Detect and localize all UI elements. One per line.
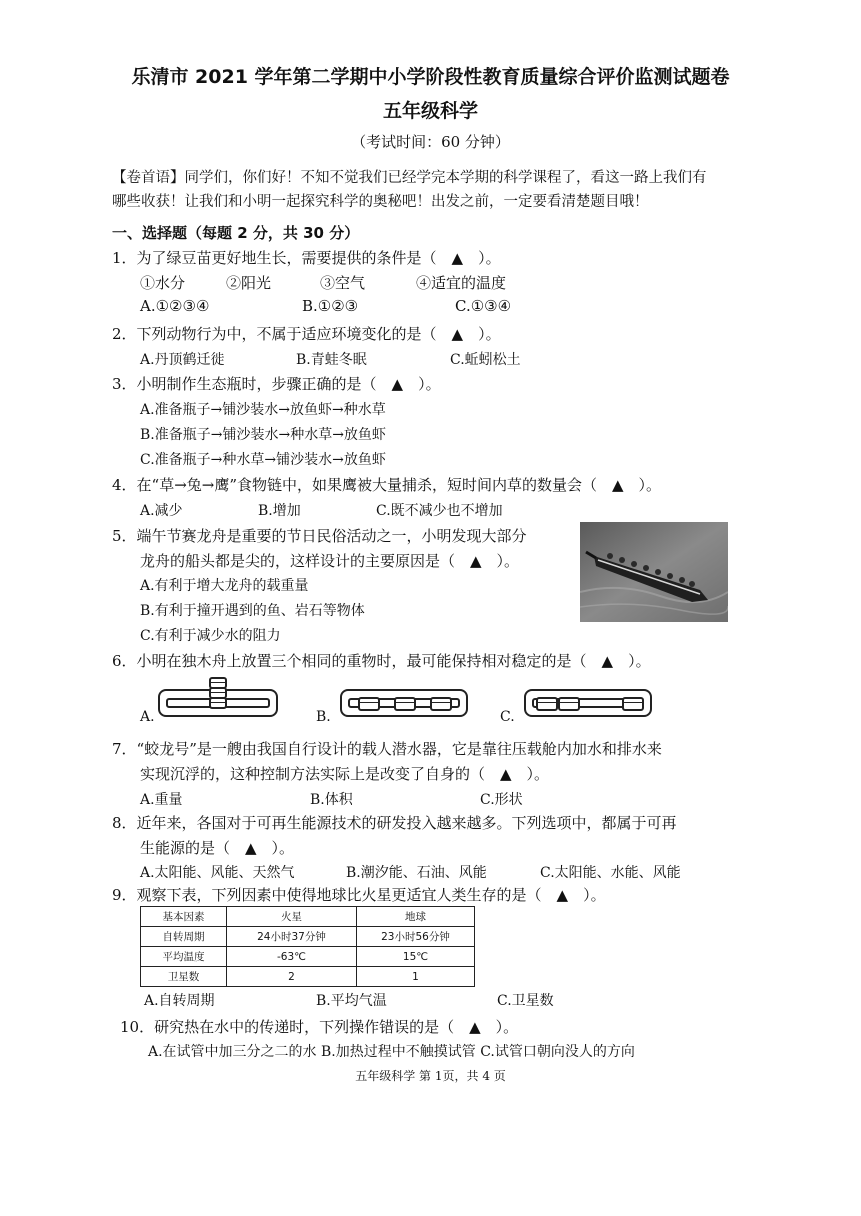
table-cell: 自转周期	[141, 927, 227, 947]
q7-option-b: B.体积	[310, 792, 353, 808]
question-5-stem-line-2: 龙舟的船头都是尖的，这样设计的主要原因是（ ▲ ）。	[140, 552, 520, 570]
table-header-cell: 火星	[227, 907, 357, 927]
q6-option-a-label: A.	[140, 709, 155, 725]
table-header-row	[141, 907, 475, 927]
q3-option-a: A.准备瓶子→铺沙装水→放鱼虾→种水草	[140, 402, 386, 418]
question-5-stem-line-1: 5．端午节赛龙舟是重要的节日民俗活动之一，小明发现大部分	[112, 527, 527, 545]
q8-option-b: B.潮汐能、石油、风能	[346, 865, 487, 881]
exam-time: （考试时间：60 分钟）	[351, 133, 510, 151]
question-7-stem-line-1: 7．“蛟龙号”是一艘由我国自行设计的载人潜水器，它是靠往压载舱内加水和排水来	[112, 740, 662, 758]
q9-option-a: A.自转周期	[144, 993, 215, 1009]
q8-option-c: C.太阳能、水能、风能	[540, 865, 681, 881]
q6-option-b-label: B.	[316, 709, 331, 725]
q2-option-c: C.蚯蚓松土	[450, 352, 521, 368]
question-6-stem: 6．小明在独木舟上放置三个相同的重物时，最可能保持相对稳定的是（ ▲ ）。	[112, 652, 651, 670]
q1-condition: ①水分	[140, 274, 186, 292]
question-8-stem-line-2: 生能源的是（ ▲ ）。	[140, 839, 295, 857]
q9-option-c: C.卫星数	[497, 993, 554, 1009]
q7-option-c: C.形状	[480, 792, 523, 808]
section-heading: 一、选择题（每题 2 分，共 30 分）	[112, 224, 360, 242]
q1-condition: ②阳光	[226, 274, 272, 292]
q4-option-c: C.既不减少也不增加	[376, 503, 503, 519]
question-3-stem: 3．小明制作生态瓶时，步骤正确的是（ ▲ ）。	[112, 375, 441, 393]
question-4-stem: 4．在“草→兔→鹰”食物链中，如果鹰被大量捕杀，短时间内草的数量会（ ▲ ）。	[112, 476, 662, 494]
q8-option-a: A.太阳能、风能、天然气	[140, 865, 295, 881]
question-10-stem: 10．研究热在水中的传递时，下列操作错误的是（ ▲ ）。	[120, 1018, 519, 1036]
table-row	[141, 927, 475, 947]
question-9-stem: 9．观察下表，下列因素中使得地球比火星更适宜人类生存的是（ ▲ ）。	[112, 886, 606, 904]
table-header-cell: 基本因素	[141, 907, 227, 927]
q1-option-b: B.①②③	[302, 297, 359, 315]
table-row	[141, 967, 475, 987]
table-cell: -63℃	[227, 947, 357, 967]
q5-option-c: C.有利于减少水的阻力	[140, 628, 281, 644]
q1-option-a: A.①②③④	[140, 297, 210, 315]
q10-options: A.在试管中加三分之二的水 B.加热过程中不触摸试管 C.试管口朝向没人的方向	[148, 1044, 635, 1060]
q7-option-a: A.重量	[140, 792, 183, 808]
table-header-cell: 地球	[357, 907, 475, 927]
q3-option-b: B.准备瓶子→铺沙装水→种水草→放鱼虾	[140, 427, 386, 443]
q9-option-b: B.平均气温	[316, 993, 387, 1009]
table-cell: 2	[227, 967, 357, 987]
grade-subject-title: 五年级科学	[382, 100, 478, 122]
page-footer: 五年级科学 第 1页，共 4 页	[355, 1069, 506, 1083]
intro-line-1: 【卷首语】同学们，你们好！不知不觉我们已经学完本学期的科学课程了，看这一路上我们有	[112, 170, 707, 186]
dragon-boat-photo	[580, 522, 728, 622]
q1-condition: ③空气	[320, 274, 366, 292]
q2-option-a: A.丹顶鹤迁徙	[140, 352, 225, 368]
canoe-diagram-b	[340, 689, 468, 717]
q6-option-c-label: C.	[500, 709, 515, 725]
table-cell: 1	[357, 967, 475, 987]
question-8-stem-line-1: 8．近年来，各国对于可再生能源技术的研发投入越来越多。下列选项中，都属于可再	[112, 814, 677, 832]
q4-option-b: B.增加	[258, 503, 301, 519]
planet-comparison-table	[140, 906, 475, 987]
question-7-stem-line-2: 实现沉浮的，这种控制方法实际上是改变了自身的（ ▲ ）。	[140, 765, 550, 783]
table-cell: 24小时37分钟	[227, 927, 357, 947]
table-cell: 卫星数	[141, 967, 227, 987]
q2-option-b: B.青蛙冬眠	[296, 352, 367, 368]
q5-option-a: A.有利于增大龙舟的载重量	[140, 578, 309, 594]
q4-option-a: A.减少	[140, 503, 183, 519]
table-cell: 15℃	[357, 947, 475, 967]
q1-option-c: C.①③④	[455, 297, 512, 315]
canoe-diagram-a	[158, 689, 278, 717]
question-1-stem: 1．为了绿豆苗更好地生长，需要提供的条件是（ ▲ ）。	[112, 249, 501, 267]
question-2-stem: 2．下列动物行为中，不属于适应环境变化的是（ ▲ ）。	[112, 325, 501, 343]
table-cell: 23小时56分钟	[357, 927, 475, 947]
canoe-diagram-c	[524, 689, 652, 717]
table-cell: 平均温度	[141, 947, 227, 967]
intro-line-2: 哪些收获！让我们和小明一起探究科学的奥秘吧！出发之前，一定要看清楚题目哦！	[112, 194, 649, 210]
q5-option-b: B.有利于撞开遇到的鱼、岩石等物体	[140, 603, 365, 619]
exam-title: 乐清市 2021 学年第二学期中小学阶段性教育质量综合评价监测试题卷	[131, 66, 730, 88]
table-row	[141, 947, 475, 967]
q3-option-c: C.准备瓶子→种水草→铺沙装水→放鱼虾	[140, 452, 386, 468]
q1-condition: ④适宜的温度	[416, 274, 507, 292]
